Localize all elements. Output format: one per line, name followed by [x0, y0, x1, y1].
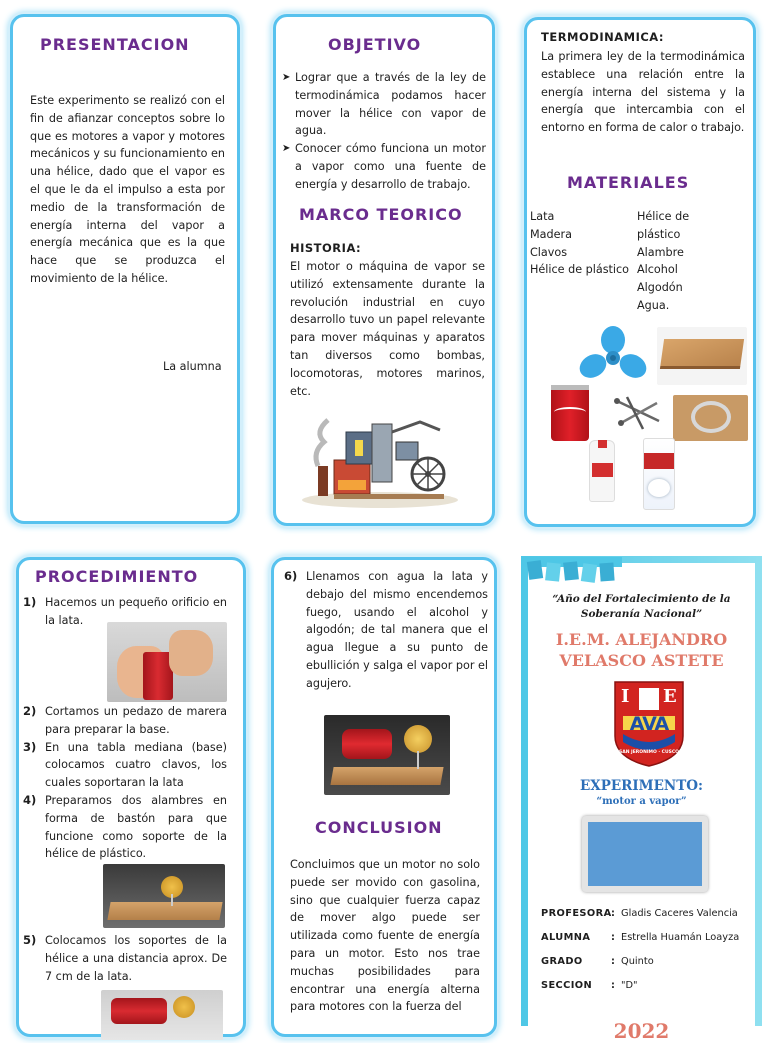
cover-panel	[521, 556, 762, 1043]
conclusion-text: Concluimos que un motor no solo puede ser movido con gasolina, sino que cualquier fuerza capaz de mover algo puede ser utilizada como fuente de energía para un motor. Esto nos trae muchas posibilidades para encontrar una energía alterna para motores con la fuerza del	[290, 858, 480, 1014]
info-seccion: SECCION : "D"	[541, 980, 638, 991]
logo-caption: SAN JERONIMO · CUSCO	[618, 750, 679, 755]
objetivo-title: OBJETIVO	[328, 35, 422, 54]
step-5-photo	[101, 990, 223, 1040]
experiment-label: EXPERIMENTO:	[579, 778, 704, 794]
historia-text: El motor o máquina de vapor se utilizó extensamente durante la revolución industrial en cuyo desarrollo tuvo un papel relevante para mover máquinas y aparatos tan diversos como bombas, locomotoras, motores marinos, etc.	[290, 260, 485, 398]
presentacion-title: PRESENTACION	[40, 35, 190, 54]
fan-blade-photo	[577, 326, 649, 386]
procedimiento-step-1: 1) Hacemos un pequeño orificio en la lata.	[23, 595, 227, 627]
presentacion-panel	[10, 14, 240, 524]
procedimiento-step-6: 6) Llenamos con agua la lata y debajo del mismo encendemos fuego, usando el alcohol y algodón; de tal manera que el agua llegue a su punto de ebullición y salga el vapor por el agujero.	[284, 569, 488, 690]
objetivo-list	[282, 69, 486, 204]
photo-placeholder	[582, 816, 708, 892]
procedimiento-panel	[16, 557, 246, 1037]
objetivo-item: ➤ Conocer cómo funciona un motor a vapor como una fuente de energía y desarrollo de trabajo.	[282, 142, 486, 191]
materiales-title: MATERIALES	[567, 173, 690, 192]
school-logo	[613, 680, 685, 768]
info-alumna: ALUMNA : Estrella Huamán Loayza	[541, 932, 740, 943]
nails-photo	[613, 393, 665, 433]
termodinamica-text: La primera ley de la termodinámica establece una relación entre la energía interna del sistema y la energía que intercambia con el entorno en forma de calor o trabajo.	[541, 50, 745, 135]
info-profesora: PROFESORA: Gladis Caceres Valencia	[541, 908, 738, 919]
arrow-bullet-icon: ➤	[282, 143, 291, 155]
logo-letter-i: I	[621, 686, 630, 707]
cover-motto: “Año del Fortalecimiento de la Soberanía Nacional”	[552, 593, 731, 620]
procedimiento-step-5: 5) Colocamos los soportes de la hélice a una distancia aprox. De 7 cm de la lata.	[23, 933, 227, 983]
wire-coil-photo	[673, 395, 748, 441]
conclusion-panel	[271, 557, 497, 1037]
decorative-banner-icon	[522, 557, 622, 589]
logo-letter-e: E	[663, 686, 677, 707]
step-6-photo	[324, 715, 450, 795]
presentacion-text: Este experimento se realizó con el fin de afianzar conceptos sobre lo que es motores a vapor y motores mecánicos y su funcionamiento en una hélice, dado que el vapor es el que le da el impulso a esta por medio de la transformación de energía interna del vapor a energía mecánica que es la que hace que se produzca el movimiento de la hélice.	[30, 94, 225, 285]
cotton-package-photo	[643, 438, 675, 510]
experiment-name: “motor a vapor”	[596, 796, 687, 807]
arrow-bullet-icon: ➤	[282, 72, 291, 83]
signature: La alumna	[163, 360, 222, 373]
procedimiento-steps-2-4: 2) Cortamos un pedazo de marera para preparar la base. 3) En una tabla mediana (base) colocamos cuatro clavos, los cuales soportaran la lata 4) Preparamos dos alambres en forma de bastón para que funcione como soporte de la hélice de plástico.	[23, 704, 227, 861]
school-name: I.E.M. ALEJANDRO VELASCO ASTETE	[555, 630, 728, 670]
procedimiento-title: PROCEDIMIENTO	[35, 567, 199, 586]
step-4-photo	[103, 864, 225, 928]
historia-heading: HISTORIA:	[290, 241, 362, 255]
materiales-panel	[524, 17, 756, 527]
objetivo-item: ➤ Lograr que a través de la ley de termodinámica podamos hacer mover la hélice con vapor de agua.	[282, 71, 486, 138]
wood-board-photo	[657, 327, 747, 385]
materiales-col-1: Lata Madera Clavos Hélice de plástico	[530, 210, 630, 277]
marco-teorico-title: MARCO TEORICO	[296, 205, 466, 224]
logo-ava: AVA	[629, 713, 669, 735]
steam-engine-illustration	[300, 402, 470, 512]
step-1-photo	[107, 622, 227, 702]
objetivo-panel	[273, 14, 495, 526]
materiales-col-2: Hélice de plástico Alambre Alcohol Algodón Agua.	[637, 210, 690, 312]
alcohol-bottle-photo	[589, 440, 615, 502]
conclusion-title: CONCLUSION	[315, 818, 443, 837]
year: 2022	[613, 1019, 670, 1043]
info-grado: GRADO : Quinto	[541, 956, 654, 967]
termodinamica-heading: TERMODINAMICA:	[541, 30, 664, 44]
soda-can-photo	[551, 385, 589, 441]
